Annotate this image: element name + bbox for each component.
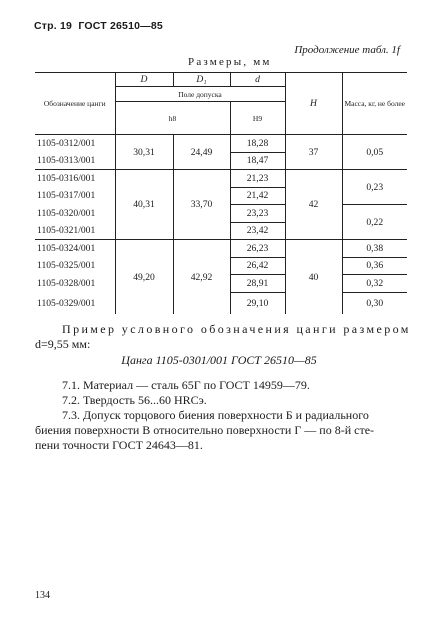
d-cell: 28,91	[230, 275, 285, 293]
designation-cell: 1105-0316/001	[35, 170, 115, 188]
table-continuation-label: Продолжение табл. 1f	[294, 44, 400, 56]
table-row	[35, 240, 407, 258]
designation-cell: 1105-0320/001	[35, 205, 115, 223]
mass-cell: 0,36	[342, 257, 407, 275]
designation-cell: 1105-0313/001	[35, 152, 115, 170]
d-cell: 18,28	[230, 135, 285, 153]
item-7-3-line1: 7.3. Допуск торцового биения поверхности Б и радиального	[62, 408, 369, 422]
item-7-3-line2: биения поверхности В относительно поверхности Г — по 8-й сте-	[35, 423, 375, 437]
header-H9: H9	[230, 102, 285, 135]
d-cell: 29,10	[230, 292, 285, 314]
designation-cell: 1105-0317/001	[35, 187, 115, 205]
H-cell: 40	[285, 240, 342, 315]
standard-label: ГОСТ 26510—85	[78, 20, 163, 32]
example-designation: Цанга 1105-0301/001 ГОСТ 26510—85	[121, 353, 317, 367]
page-number: 134	[35, 590, 50, 601]
designation-cell: 1105-0329/001	[35, 292, 115, 314]
table-row	[35, 170, 407, 188]
header-designation: Обозначение цанги	[35, 73, 115, 135]
item-7-1: 7.1. Материал — сталь 65Г по ГОСТ 14959—79.	[62, 378, 310, 392]
designation-cell: 1105-0312/001	[35, 135, 115, 153]
d-cell: 21,23	[230, 170, 285, 188]
mass-cell: 0,05	[366, 146, 384, 158]
H-cell: 37	[285, 135, 342, 170]
example-intro-line: Пример условного обозначения цанги размером	[62, 322, 411, 336]
d-cell: 26,23	[230, 240, 285, 258]
header-d: d	[230, 73, 285, 87]
designation-cell: 1105-0328/001	[35, 275, 115, 293]
table-row	[35, 135, 407, 153]
mass-cell: 0,22	[366, 216, 384, 228]
dimensions-title: Размеры, мм	[188, 56, 272, 68]
mass-cell: 0,38	[342, 240, 407, 258]
header-tolerance-field: Поле допуска	[115, 87, 285, 102]
mass-cell: 0,32	[342, 275, 407, 293]
D1-cell: 42,92	[173, 240, 230, 315]
header-H: H	[285, 73, 342, 135]
spec-table	[35, 72, 407, 314]
header-D1: D₁	[173, 73, 230, 87]
designation-cell: 1105-0324/001	[35, 240, 115, 258]
header-D: D	[115, 73, 173, 87]
D1-cell: 24,49	[173, 135, 230, 170]
designation-cell: 1105-0325/001	[35, 257, 115, 275]
page-label: Стр. 19	[34, 20, 73, 32]
D-cell: 30,31	[115, 135, 173, 170]
d-cell: 18,47	[230, 152, 285, 170]
item-7-3-line3: пени точности ГОСТ 24643—81.	[35, 438, 203, 452]
d-cell: 23,42	[230, 222, 285, 240]
example-size-line: d=9,55 мм:	[35, 337, 91, 351]
d-cell: 26,42	[230, 257, 285, 275]
designation-cell: 1105-0321/001	[35, 222, 115, 240]
page-header	[34, 20, 163, 32]
mass-cell: 0,30	[366, 297, 384, 309]
d-cell: 23,23	[230, 205, 285, 223]
header-h8: h8	[115, 102, 230, 135]
header-mass: Масса, кг, не более	[342, 73, 407, 135]
D1-cell: 33,70	[173, 170, 230, 240]
d-cell: 21,42	[230, 187, 285, 205]
D-cell: 40,31	[115, 170, 173, 240]
D-cell: 49,20	[115, 240, 173, 315]
item-7-2: 7.2. Твердость 56...60 HRCэ.	[62, 393, 207, 407]
mass-cell: 0,23	[342, 170, 407, 205]
H-cell: 42	[285, 170, 342, 240]
